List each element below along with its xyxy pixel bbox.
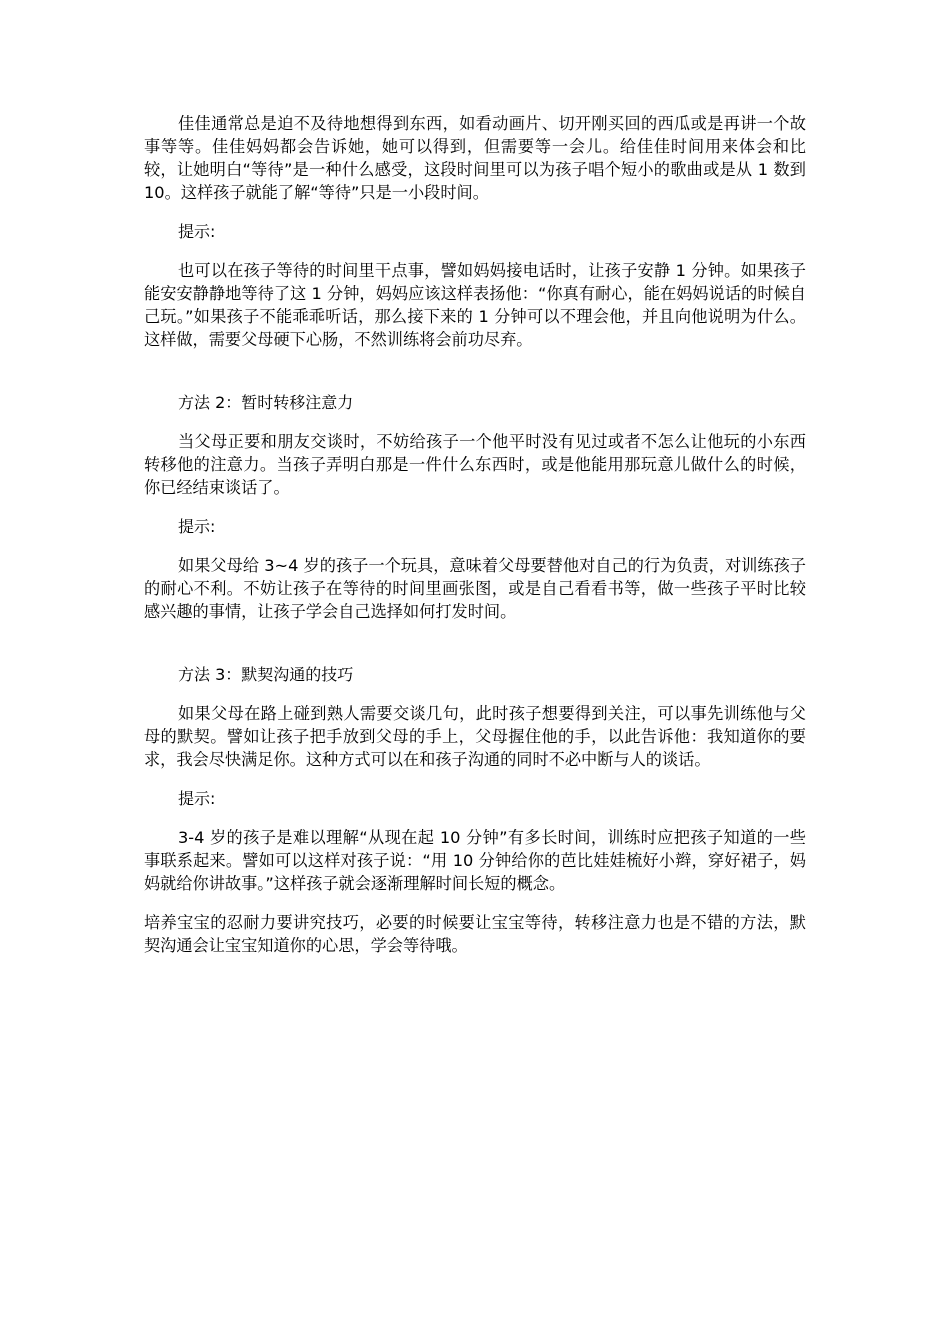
method-3-heading: 方法 3：默契沟通的技巧	[178, 665, 354, 684]
paragraph-phone-waiting: 也可以在孩子等待的时间里干点事，譬如妈妈接电话时，让孩子安静 1 分钟。如果孩子能安安静静地等待了这 1 分钟，妈妈应该这样表扬他：“你真有耐心，能在妈妈说话的时候自己玩。”如果孩子不能乖乖听话，那么接下来的 1 分钟可以不理会他，并且向他说明为什么。这样做，需要父母硬下心肠，不然训练将会前功尽弃。	[144, 261, 806, 349]
method-2-heading: 方法 2：暂时转移注意力	[178, 393, 354, 412]
paragraph-jiajia-waiting: 佳佳通常总是迫不及待地想得到东西，如看动画片、切开刚买回的西瓜或是再讲一个故事等等。佳佳妈妈都会告诉她，她可以得到，但需要等一会儿。给佳佳时间用来体会和比较，让她明白“等待”是一种什么感受，这段时间里可以为孩子唱个短小的歌曲或是从 1 数到 10。这样孩子就能了解“等待”只是一小段时间。	[144, 114, 806, 202]
paragraph-tacit-communication: 如果父母在路上碰到熟人需要交谈几句，此时孩子想要得到关注，可以事先训练他与父母的默契。譬如让孩子把手放到父母的手上，父母握住他的手，以此告诉他：我知道你的要求，我会尽快满足你。这种方式可以在和孩子沟通的同时不必中断与人的谈话。	[144, 704, 806, 769]
paragraph-ten-minutes: 3-4 岁的孩子是难以理解“从现在起 10 分钟”有多长时间，训练时应把孩子知道的一些事联系起来。譬如可以这样对孩子说：“用 10 分钟给你的芭比娃娃梳好小辫，穿好裙子，妈妈就给你讲故事。”这样孩子就会逐渐理解时间长短的概念。	[144, 828, 806, 893]
paragraph-toy-advice: 如果父母给 3~4 岁的孩子一个玩具，意味着父母要替他对自己的行为负责，对训练孩子的耐心不利。不妨让孩子在等待的时间里画张图，或是自己看看书等，做一些孩子平时比较感兴趣的事情，让孩子学会自己选择如何打发时间。	[144, 556, 806, 621]
document-body	[144, 112, 806, 957]
paragraph-summary: 培养宝宝的忍耐力要讲究技巧，必要的时候要让宝宝等待，转移注意力也是不错的方法，默契沟通会让宝宝知道你的心思，学会等待哦。	[144, 913, 806, 955]
tip-label: 提示:	[178, 789, 216, 808]
tip-label: 提示:	[178, 222, 216, 241]
paragraph-distraction: 当父母正要和朋友交谈时，不妨给孩子一个他平时没有见过或者不怎么让他玩的小东西转移他的注意力。当孩子弄明白那是一件什么东西时，或是他能用那玩意儿做什么的时候，你已经结束谈话了。	[144, 432, 806, 497]
tip-label: 提示:	[178, 517, 216, 536]
